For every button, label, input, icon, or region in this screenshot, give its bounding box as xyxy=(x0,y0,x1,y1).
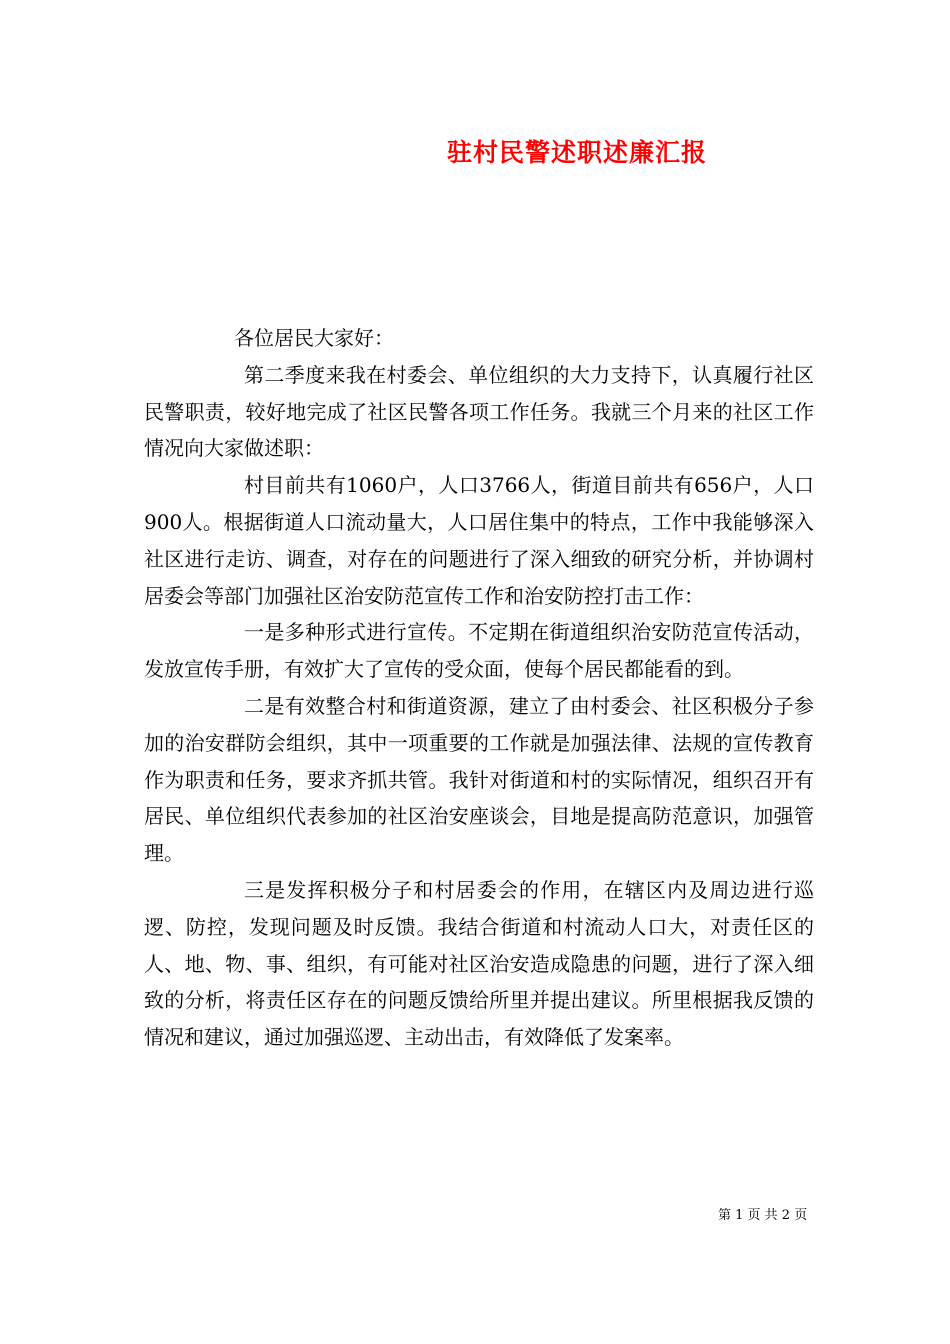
body-paragraph-1: 第二季度来我在村委会、单位组织的大力支持下，认真履行社区民警职责，较好地完成了社区民警各项工作任务。我就三个月来的社区工作情况向大家做述职： xyxy=(144,362,814,461)
document-body xyxy=(144,320,814,1056)
body-paragraph-5: 三是发挥积极分子和村居委会的作用，在辖区内及周边进行巡逻、防控，发现问题及时反馈。我结合街道和村流动人口大，对责任区的人、地、物、事、组织，有可能对社区治安造成隐患的问题，进行了深入细致的分析，将责任区存在的问题反馈给所里并提出建议。所里根据我反馈的情况和建议，通过加强巡逻、主动出击，有效降低了发案率。 xyxy=(144,877,814,1050)
body-paragraph-2: 村目前共有1060户，人口3766人，街道目前共有656户，人口900人。根据街道人口流动量大，人口居住集中的特点，工作中我能够深入社区进行走访、调查，对存在的问题进行了深入细致的研究分析，并协调村居委会等部门加强社区治安防范宣传工作和治安防控打击工作： xyxy=(144,473,814,608)
document-title: 驻村民警述职述廉汇报 xyxy=(447,138,708,167)
body-paragraph-3: 一是多种形式进行宣传。不定期在街道组织治安防范宣传活动，发放宣传手册，有效扩大了宣传的受众面，使每个居民都能看的到。 xyxy=(144,620,814,682)
page-number-footer: 第 1 页 共 2 页 xyxy=(718,1208,808,1223)
greeting-line: 各位居民大家好： xyxy=(234,326,394,350)
body-paragraph-4: 二是有效整合村和街道资源，建立了由村委会、社区积极分子参加的治安群防会组织，其中一项重要的工作就是加强法律、法规的宣传教育作为职责和任务，要求齐抓共管。我针对街道和村的实际情况，组织召开有居民、单位组织代表参加的社区治安座谈会，目地是提高防范意识，加强管理。 xyxy=(144,693,814,866)
